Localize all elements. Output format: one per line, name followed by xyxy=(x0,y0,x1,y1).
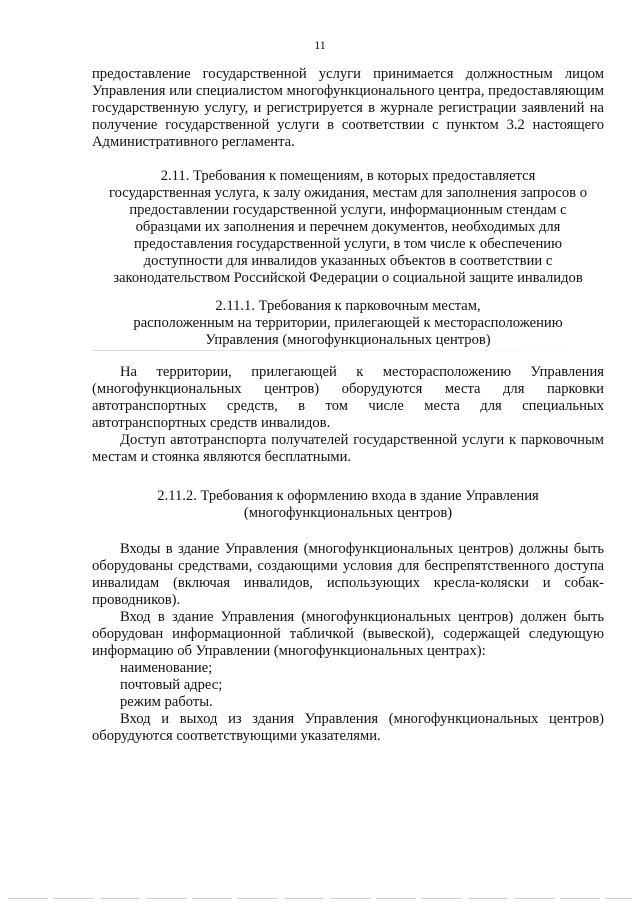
bottom-scan-edge xyxy=(8,898,632,899)
heading-line: предоставлении государственной услуги, информационным стендам с xyxy=(129,202,567,218)
heading-line: Управления (многофункциональных центров) xyxy=(205,332,491,348)
entrance-sign-paragraph: Вход в здание Управления (многофункциональных центров) должен быть оборудован информационной табличкой (вывеской), содержащей следующую информацию об Управлении (многофункциональных центрах): xyxy=(92,609,604,659)
intro-paragraph: предоставление государственной услуги принимается должностным лицом Управления или специалистом многофункционального центра, предоставляющим государственную услугу, и регистрируется в журнале регистрации заявлений на получение государственной услуги в соответствии с пунктом 3.2 настоящего Административного регламента. xyxy=(92,66,604,150)
entrance-equipment-paragraph: Входы в здание Управления (многофункциональных центров) должны быть оборудованы средствами, создающими условия для беспрепятственного доступа инвалидам (включая инвалидов, использующих кресла-коляски и собак-проводников). xyxy=(92,541,604,608)
page-number: 11 xyxy=(314,38,326,52)
section-2-11-2-heading xyxy=(92,488,604,522)
heading-line: 2.11.2. Требования к оформлению входа в здание Управления xyxy=(157,488,539,504)
parking-paragraph: На территории, прилегающей к месторасположению Управления (многофункциональных центров) оборудуются места для парковки автотранспортных средств, в том числе места для специальных автотранспортных средств инвалидов. xyxy=(92,364,604,431)
entrance-exit-signs-paragraph: Вход и выход из здания Управления (многофункциональных центров) оборудуются соответствующими указателями. xyxy=(92,711,604,744)
heading-line: 2.11. Требования к помещениям, в которых предоставляется xyxy=(160,168,536,184)
list-item: режим работы. xyxy=(120,694,213,710)
intro-block xyxy=(92,66,604,151)
list-item: почтовый адрес; xyxy=(120,677,223,693)
heading-line: государственная услуга, к залу ожидания, местам для заполнения запросов о xyxy=(108,185,588,201)
section-2-11-2-body xyxy=(92,541,604,745)
heading-line: (многофункциональных центров) xyxy=(243,505,453,521)
heading-line: предоставления государственной услуги, в том числе к обеспечению xyxy=(133,236,563,252)
faint-divider xyxy=(92,350,604,351)
section-2-11-1-heading xyxy=(92,298,604,349)
parking-free-paragraph: Доступ автотранспорта получателей государственной услуги к парковочным местам и стоянка являются бесплатными. xyxy=(92,432,604,465)
list-item: наименование; xyxy=(120,660,213,676)
section-2-11-1-body xyxy=(92,364,604,466)
heading-line: доступности для инвалидов указанных объектов в соответствии с xyxy=(143,253,553,269)
heading-line: расположенным на территории, прилегающей к месторасположению xyxy=(133,315,563,331)
heading-line: 2.11.1. Требования к парковочным местам, xyxy=(215,298,481,314)
heading-line: законодательством Российской Федерации о социальной защите инвалидов xyxy=(113,270,583,286)
heading-line: образцами их заполнения и перечнем документов, необходимых для xyxy=(135,219,561,235)
section-2-11-heading xyxy=(92,168,604,287)
